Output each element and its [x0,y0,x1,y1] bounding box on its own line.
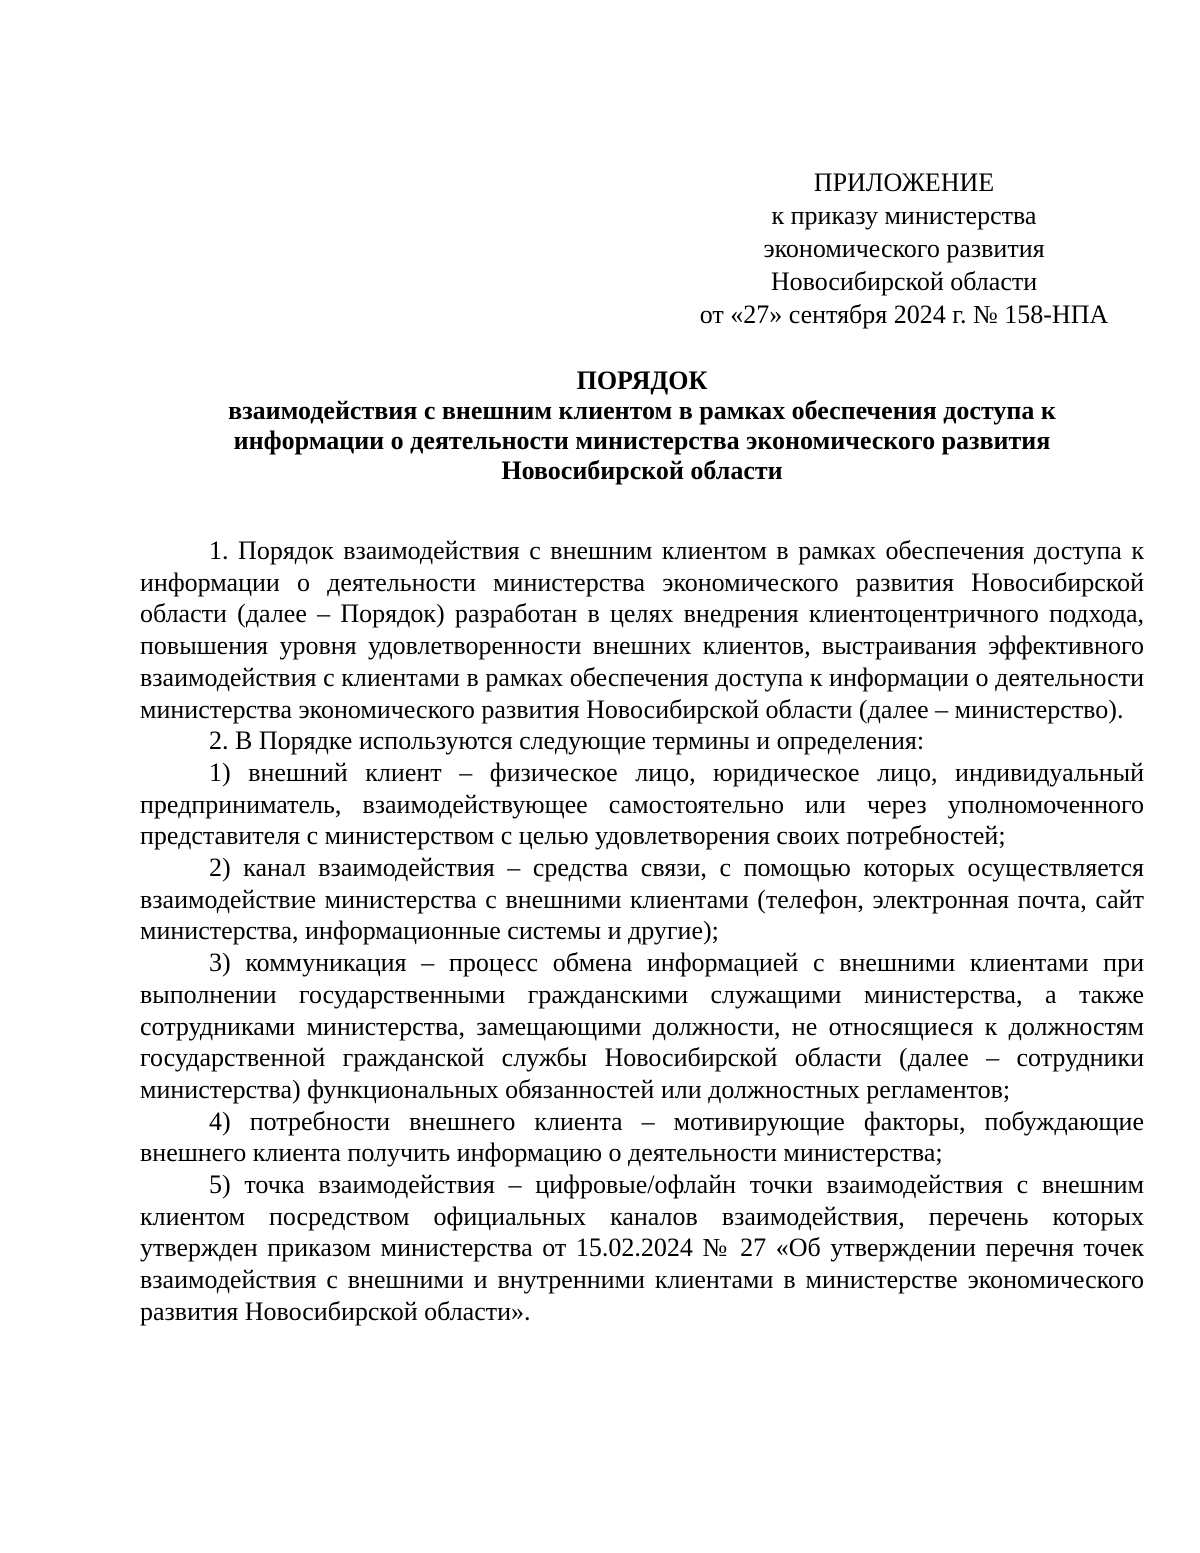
title-heading: ПОРЯДОК [576,366,708,395]
document-body [140,535,1144,1328]
definition-client-needs: 4) потребности внешнего клиента – мотивирующие факторы, побуждающие внешнего клиента получить информацию о деятельности министерства; [140,1106,1144,1168]
paragraph-2: 2. В Порядке используются следующие термины и определения: [209,726,925,756]
title-subtitle-line: информации о деятельности министерства экономического развития [233,426,1051,455]
definition-interaction-point: 5) точка взаимодействия – цифровые/офлайн точки взаимодействия с внешним клиентом посредством официальных каналов взаимодействия, перечень которых утвержден приказом министерства от 15.02.2024 № 27 «Об утверждении перечня точек взаимодействия с внешними и внутренними клиентами в министерстве экономического развития Новосибирской области». [140,1170,1144,1326]
appendix-order-line: к приказу министерства [771,201,1037,230]
appendix-ministry-line: экономического развития [763,234,1045,263]
title-subtitle-line: взаимодействия с внешним клиентом в рамках обеспечения доступа к [228,396,1056,425]
definition-interaction-channel: 2) канал взаимодействия – средства связи, с помощью которых осуществляется взаимодействие министерства с внешними клиентами (телефон, электронная почта, сайт министерства, информационные системы и другие); [140,853,1144,946]
appendix-header [660,166,1148,331]
document-title [140,366,1144,486]
appendix-label: ПРИЛОЖЕНИЕ [813,168,995,197]
definition-communication: 3) коммуникация – процесс обмена информацией с внешними клиентами при выполнении государственными гражданскими служащими министерства, а также сотрудниками министерства, замещающими должности, не относящиеся к должностям государственной гражданской службы Новосибирской области (далее – сотрудники министерства) функциональных обязанностей или должностных регламентов; [140,948,1144,1104]
appendix-region-line: Новосибирской области [770,267,1038,296]
title-subtitle-line: Новосибирской области [501,456,783,485]
appendix-date-number: от «27» сентября 2024 г. № 158-НПА [699,300,1109,329]
definition-external-client: 1) внешний клиент – физическое лицо, юридическое лицо, индивидуальный предприниматель, взаимодействующее самостоятельно или через уполномоченного представителя с министерством с целью удовлетворения своих потребностей; [140,757,1144,851]
paragraph-1: 1. Порядок взаимодействия с внешним клиентом в рамках обеспечения доступа к информации о деятельности министерства экономического развития Новосибирской области (далее – Порядок) разработан в целях внедрения клиентоцентричного подхода, повышения уровня удовлетворенности внешних клиентов, выстраивания эффективного взаимодействия с клиентами в рамках обеспечения доступа к информации о деятельности министерства экономического развития Новосибирской области (далее – министерство). [140,536,1144,724]
